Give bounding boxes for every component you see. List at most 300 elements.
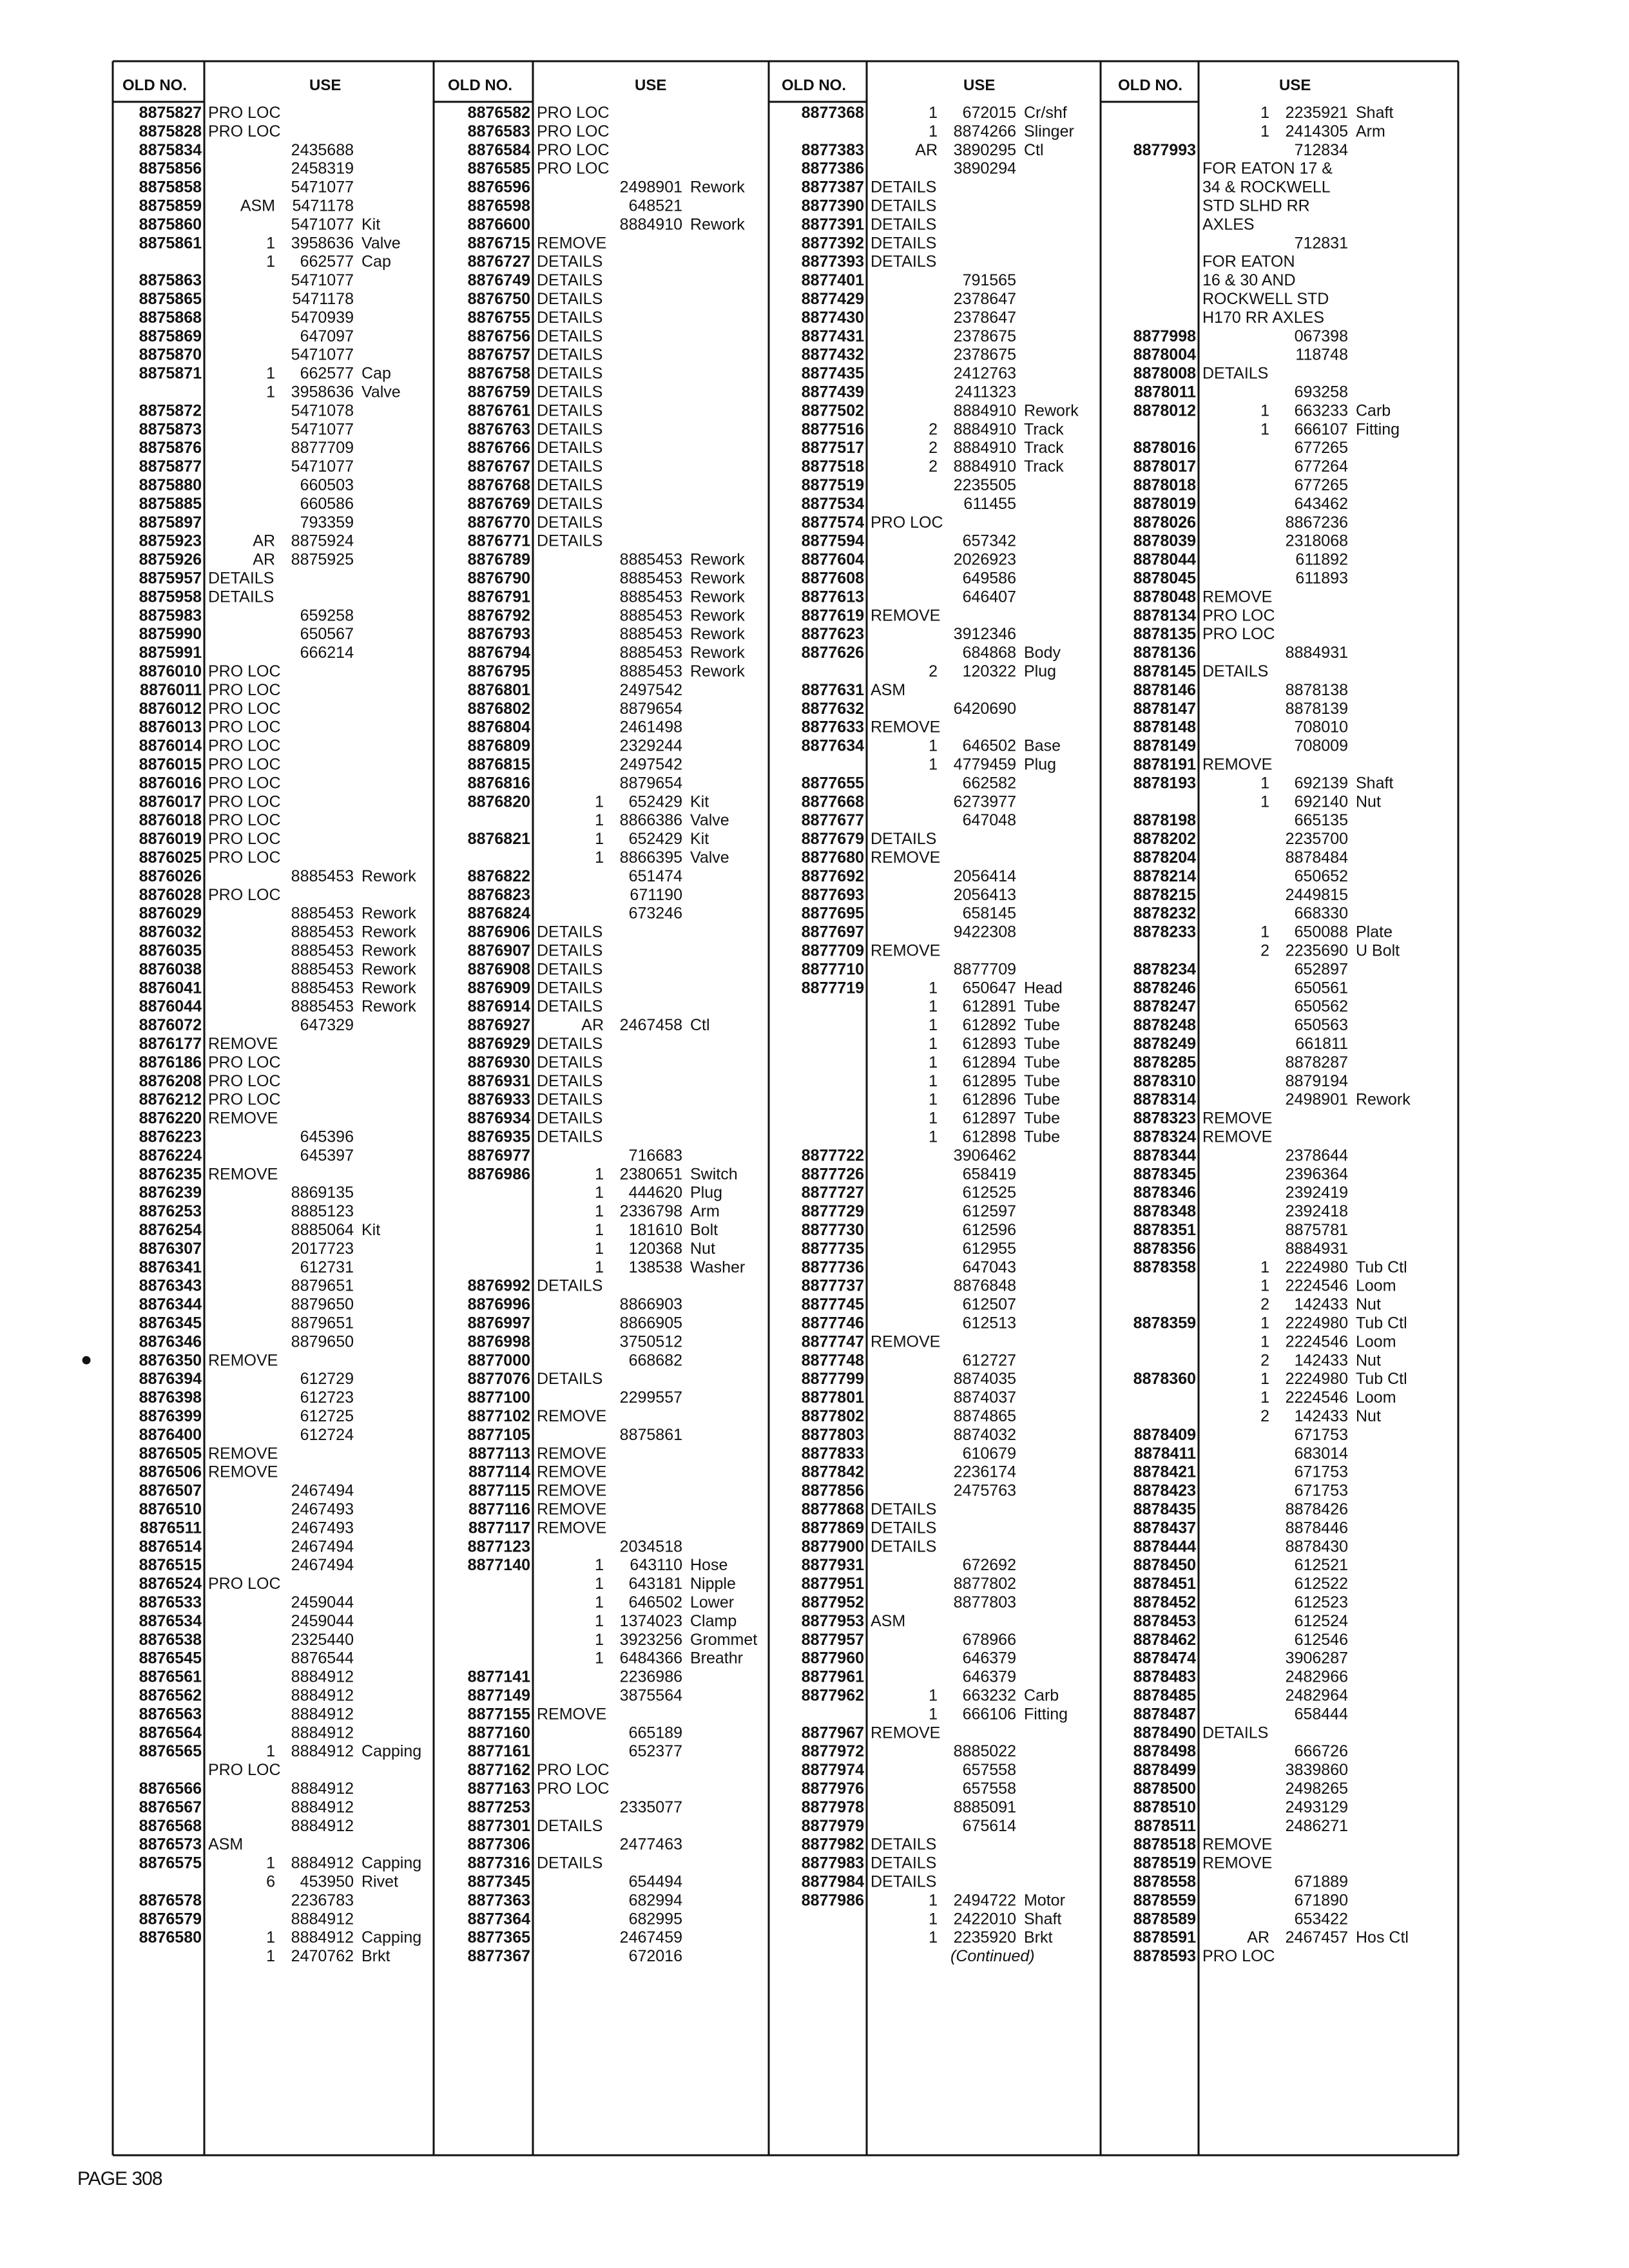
table-row	[1133, 774, 1394, 792]
table-row	[468, 886, 682, 904]
new-part-number: 612513	[962, 1314, 1016, 1332]
table-row	[139, 886, 281, 904]
part-description: Switch	[690, 1165, 738, 1184]
new-part-number: 646407	[962, 588, 1016, 606]
table-row	[802, 1463, 1016, 1481]
old-part-number: 8878314	[1133, 1090, 1196, 1109]
table-row	[1133, 365, 1269, 383]
new-part-number: 659258	[300, 606, 354, 625]
disposition-note: DETAILS	[871, 253, 937, 271]
part-description: Plug	[1024, 662, 1057, 680]
table-row	[1260, 793, 1381, 811]
old-part-number: 8876398	[139, 1389, 202, 1407]
new-part-number: 453950	[300, 1872, 354, 1891]
table-row	[139, 197, 354, 215]
table-row	[802, 439, 1064, 457]
table-row	[802, 886, 1016, 904]
new-part-number: 2056413	[953, 885, 1016, 904]
table-row	[802, 178, 937, 197]
new-part-number: 647043	[962, 1258, 1016, 1276]
old-part-number: 8877301	[467, 1816, 530, 1835]
new-part-number: 2336798	[619, 1202, 682, 1221]
new-part-number: 8884912	[291, 1705, 354, 1724]
new-part-number: 2224546	[1285, 1389, 1348, 1407]
page-number: PAGE 308	[77, 2168, 162, 2189]
old-part-number: 8878348	[1133, 1202, 1196, 1221]
new-part-number: 8876544	[291, 1649, 354, 1667]
table-row	[468, 1537, 682, 1555]
table-row	[468, 1761, 610, 1779]
old-part-number: 8878324	[1133, 1128, 1196, 1146]
old-part-number: 8877345	[467, 1872, 530, 1891]
disposition-note: DETAILS	[537, 979, 603, 997]
new-part-number: 2497542	[619, 755, 682, 774]
table-row	[468, 1091, 603, 1109]
new-part-number: 142433	[1294, 1351, 1348, 1370]
old-part-number: 8877140	[467, 1556, 530, 1575]
new-part-number: 3958636	[291, 383, 354, 401]
new-part-number: 650563	[1294, 1016, 1348, 1035]
table-row	[1133, 1668, 1348, 1686]
old-part-number: 8876239	[139, 1184, 202, 1202]
new-part-number: 2414305	[1285, 122, 1348, 140]
table-row	[802, 1426, 1016, 1444]
table-row	[468, 1053, 603, 1072]
new-part-number: 612894	[962, 1053, 1016, 1072]
old-part-number: 8877518	[801, 457, 864, 476]
table-row	[139, 1891, 354, 1909]
old-part-number: 8878310	[1133, 1072, 1196, 1090]
old-part-number: 8876511	[140, 1519, 202, 1537]
new-part-number: 650561	[1294, 979, 1348, 997]
old-part-number: 8876012	[139, 699, 202, 718]
table-row	[802, 253, 937, 271]
table-row	[929, 122, 1074, 140]
quantity: 2	[1260, 1407, 1269, 1425]
table-row	[468, 606, 746, 624]
old-part-number: 8875877	[139, 457, 202, 476]
old-part-number: 8877668	[801, 793, 864, 811]
table-row	[595, 1593, 734, 1611]
new-part-number: 8884931	[1285, 644, 1348, 662]
table-row	[1133, 737, 1348, 755]
table-row	[1133, 1687, 1348, 1705]
table-row	[139, 960, 417, 978]
disposition-note: REMOVE	[537, 1519, 607, 1537]
new-part-number: 3875564	[619, 1686, 682, 1705]
table-row	[139, 997, 417, 1015]
new-part-number: 5471077	[291, 420, 354, 439]
table-row	[1133, 457, 1348, 476]
table-row	[468, 923, 603, 941]
old-part-number: 8876028	[139, 885, 202, 904]
quantity: 2	[929, 439, 938, 457]
new-part-number: 5471077	[291, 457, 354, 476]
new-part-number: 5471077	[291, 215, 354, 234]
old-part-number: 8876014	[139, 736, 202, 755]
old-part-number: 8878450	[1133, 1556, 1196, 1575]
table-row	[139, 401, 354, 419]
old-part-number: 8876792	[467, 606, 530, 625]
table-row	[139, 1128, 354, 1146]
new-part-number: 662577	[300, 364, 354, 383]
table-row	[1202, 309, 1324, 327]
table-row	[468, 1836, 682, 1854]
new-part-number: 2482964	[1285, 1686, 1348, 1705]
old-part-number: 8876930	[467, 1053, 530, 1072]
old-part-number: 8878044	[1133, 550, 1196, 569]
table-row	[802, 923, 1016, 941]
new-part-number: 142433	[1294, 1407, 1348, 1425]
new-part-number: 658145	[962, 904, 1016, 923]
table-row	[468, 253, 603, 271]
new-part-number: 8885453	[291, 867, 354, 885]
table-row	[1133, 1370, 1407, 1388]
part-description: Rework	[690, 569, 745, 588]
old-part-number: 8878233	[1133, 923, 1196, 941]
old-part-number: 8878018	[1133, 476, 1196, 494]
disposition-note: PRO LOC	[208, 699, 281, 718]
old-part-number: 8878016	[1133, 439, 1196, 457]
table-row	[1260, 1389, 1396, 1407]
old-part-number: 8877957	[801, 1630, 864, 1649]
new-part-number: 671753	[1294, 1463, 1348, 1481]
old-part-number: 8878437	[1133, 1519, 1196, 1537]
disposition-note: DETAILS	[537, 364, 603, 383]
old-part-number: 8876749	[467, 271, 530, 290]
table-row	[468, 942, 603, 960]
table-row	[1134, 1445, 1348, 1463]
table-row	[802, 1202, 1016, 1220]
old-part-number: 8878246	[1133, 979, 1196, 997]
table-row	[139, 1501, 354, 1519]
table-row	[468, 830, 709, 848]
quantity: 1	[595, 1239, 604, 1258]
old-part-number: 8877993	[1133, 140, 1196, 159]
table-row	[139, 588, 275, 606]
table-row	[802, 383, 1016, 401]
table-row	[1202, 178, 1331, 197]
old-part-number: 8876578	[139, 1891, 202, 1910]
old-part-number: 8877626	[801, 644, 864, 662]
table-row	[1133, 1501, 1348, 1519]
table-row	[139, 905, 417, 923]
old-part-number: 8876804	[467, 718, 530, 736]
old-part-number: 8878519	[1133, 1854, 1196, 1872]
old-part-number: 8878490	[1133, 1724, 1196, 1742]
new-part-number: 8879654	[619, 699, 682, 718]
new-part-number: 2467458	[619, 1016, 682, 1035]
table-row	[802, 1146, 1016, 1164]
table-row	[1133, 514, 1348, 532]
table-row	[468, 588, 746, 606]
old-part-number: 8878247	[1133, 997, 1196, 1016]
table-row	[1133, 1202, 1348, 1220]
old-part-number: 8877432	[801, 345, 864, 364]
disposition-note: DETAILS	[871, 234, 937, 253]
part-description: Ctl	[1024, 140, 1044, 159]
table-row	[1133, 1910, 1348, 1928]
old-part-number: 8877695	[801, 904, 864, 923]
new-part-number: 662577	[300, 253, 354, 271]
old-part-number: 8877383	[801, 140, 864, 159]
table-row	[139, 1463, 278, 1481]
old-part-number: 8878323	[1133, 1109, 1196, 1128]
table-row	[139, 1817, 354, 1835]
disposition-note: PRO LOC	[208, 680, 281, 699]
table-row	[802, 1593, 1016, 1611]
quantity: 1	[595, 830, 604, 849]
table-row	[139, 942, 417, 960]
part-description: Rework	[690, 662, 745, 680]
table-row	[468, 1780, 610, 1798]
old-part-number: 8876756	[467, 327, 530, 345]
new-part-number: 3906287	[1285, 1649, 1348, 1667]
new-part-number: 2467494	[291, 1556, 354, 1575]
table-row	[1260, 1351, 1381, 1369]
part-description: Track	[1024, 457, 1064, 476]
part-description: Rework	[690, 588, 745, 606]
old-part-number: 8877613	[801, 588, 864, 606]
new-part-number: 646379	[962, 1649, 1016, 1667]
new-part-number: 657558	[962, 1761, 1016, 1780]
new-part-number: 684868	[962, 644, 1016, 662]
part-description: Brkt	[1024, 1928, 1053, 1947]
disposition-note: DETAILS	[537, 1053, 603, 1072]
new-part-number: 8885453	[619, 644, 682, 662]
part-description: Rework	[361, 941, 416, 960]
quantity: AR	[253, 550, 275, 569]
table-row	[468, 1110, 603, 1128]
old-part-number: 8877517	[801, 439, 864, 457]
old-part-number: 8878435	[1133, 1500, 1196, 1519]
table-row	[139, 662, 281, 680]
old-part-number: 8878234	[1133, 960, 1196, 979]
quantity: 1	[595, 1630, 604, 1649]
old-part-number: 8876220	[139, 1109, 202, 1128]
table-row	[802, 960, 1016, 978]
old-part-number: 8877116	[468, 1500, 530, 1519]
disposition-note: DETAILS	[537, 253, 603, 271]
table-row	[266, 1873, 398, 1891]
new-part-number: 612895	[962, 1072, 1016, 1090]
new-part-number: 712834	[1294, 140, 1348, 159]
disposition-note: DETAILS	[871, 215, 937, 234]
table-row	[139, 644, 354, 662]
old-part-number: 8878149	[1133, 736, 1196, 755]
new-part-number: 672692	[962, 1556, 1016, 1575]
disposition-note: PRO LOC	[537, 1780, 610, 1798]
table-row	[1133, 1798, 1348, 1816]
new-part-number: 2236174	[953, 1463, 1016, 1481]
old-part-number: 8877435	[801, 364, 864, 383]
old-part-number: 8878215	[1133, 885, 1196, 904]
new-part-number: 672016	[628, 1947, 682, 1966]
new-part-number: 3839860	[1285, 1761, 1348, 1780]
table-row	[1133, 1631, 1348, 1649]
table-row	[468, 1389, 682, 1407]
table-row	[1133, 1928, 1409, 1946]
table-row	[802, 1258, 1016, 1276]
old-part-number: 8878591	[1133, 1928, 1196, 1947]
old-part-number: 8875926	[139, 550, 202, 569]
table-row	[139, 1742, 421, 1760]
part-description: Tub Ctl	[1356, 1258, 1407, 1276]
old-part-number: 8877986	[801, 1891, 864, 1910]
old-part-number: 8878593	[1133, 1947, 1196, 1966]
old-part-number: 8877960	[801, 1649, 864, 1667]
table-row	[802, 1537, 937, 1555]
new-part-number: 650088	[1294, 923, 1348, 941]
old-part-number: 8878145	[1133, 662, 1196, 680]
part-description: Rework	[361, 867, 416, 885]
table-row	[1260, 942, 1400, 960]
new-part-number: 643110	[630, 1556, 682, 1575]
quantity: AR	[253, 532, 275, 550]
old-part-number: 8878359	[1133, 1314, 1196, 1332]
old-part-number: 8876584	[467, 140, 530, 159]
new-part-number: 612729	[300, 1370, 354, 1389]
new-part-number: 643462	[1294, 494, 1348, 513]
new-part-number: 612893	[962, 1035, 1016, 1053]
old-part-number: 8876254	[139, 1221, 202, 1239]
old-part-number: 8877900	[801, 1537, 864, 1556]
new-part-number: 666214	[300, 644, 354, 662]
table-row	[1134, 383, 1348, 401]
table-row	[139, 625, 354, 643]
new-part-number: 658444	[1294, 1705, 1348, 1724]
old-part-number: 8876341	[139, 1258, 202, 1276]
disposition-note: DETAILS	[537, 383, 603, 401]
table-row	[1133, 141, 1348, 159]
disposition-note: REMOVE	[208, 1463, 278, 1481]
table-row	[1202, 160, 1333, 178]
old-part-number: 8876794	[467, 644, 530, 662]
table-row	[139, 1277, 354, 1295]
old-part-number: 8877746	[801, 1314, 864, 1332]
quantity: 1	[266, 1947, 275, 1966]
disposition-note: DETAILS	[208, 588, 275, 606]
table-row	[1133, 1593, 1348, 1611]
old-part-number: 8878146	[1133, 680, 1196, 699]
table-row	[802, 1165, 1016, 1183]
old-part-number: 8876791	[467, 588, 530, 606]
old-part-number: 8876977	[467, 1146, 530, 1165]
old-part-number: 8877633	[801, 718, 864, 736]
old-part-number: 8875885	[139, 494, 202, 513]
quantity: AR	[915, 140, 938, 159]
new-part-number: 8874266	[953, 122, 1016, 140]
table-row	[1260, 122, 1385, 140]
old-part-number: 8875983	[139, 606, 202, 625]
table-row	[1133, 1891, 1348, 1909]
table-row	[139, 923, 417, 941]
table-row	[468, 215, 746, 233]
table-row	[139, 1053, 281, 1072]
part-description: Tube	[1024, 1072, 1061, 1090]
disposition-note: PRO LOC	[208, 811, 281, 830]
old-part-number: 8876933	[467, 1090, 530, 1109]
disposition-note: ASM	[208, 1835, 244, 1854]
table-row	[802, 1314, 1016, 1332]
new-part-number: 8884910	[953, 401, 1016, 420]
part-description: Rework	[690, 215, 745, 234]
quantity: 1	[1260, 1258, 1269, 1276]
disposition-note: DETAILS	[537, 401, 603, 420]
old-part-number: 8877692	[801, 867, 864, 885]
old-part-number: 8875828	[139, 122, 202, 140]
old-part-number: 8876907	[467, 941, 530, 960]
table-row	[1133, 1314, 1407, 1332]
new-part-number: 610679	[962, 1444, 1016, 1463]
table-row	[468, 1482, 606, 1500]
quantity: 1	[929, 1686, 938, 1705]
old-part-number: 8876809	[467, 736, 530, 755]
old-part-number: 8876992	[467, 1276, 530, 1295]
part-description: Tube	[1024, 1090, 1061, 1109]
table-row	[139, 1091, 281, 1109]
old-part-number: 8876025	[139, 849, 202, 867]
new-part-number: 643181	[628, 1575, 682, 1593]
new-part-number: 3958636	[291, 234, 354, 253]
part-description: Shaft	[1356, 774, 1394, 793]
disposition-note: DETAILS	[871, 1854, 937, 1872]
old-part-number: 8877574	[801, 513, 864, 532]
part-description: Tube	[1024, 997, 1061, 1016]
old-part-number: 8876575	[139, 1854, 202, 1872]
old-part-number: 8876564	[139, 1724, 202, 1742]
table-row	[1133, 830, 1348, 848]
new-part-number: 8885453	[291, 904, 354, 923]
new-part-number: 665135	[1294, 811, 1348, 830]
new-part-number: 8875925	[291, 550, 354, 569]
old-part-number: 8876997	[467, 1314, 530, 1332]
new-part-number: 8879650	[291, 1332, 354, 1351]
old-part-number: 8878135	[1133, 625, 1196, 644]
new-part-number: 3890295	[953, 140, 1016, 159]
disposition-note: REMOVE	[537, 1500, 607, 1519]
old-part-number: 8876399	[139, 1407, 202, 1425]
old-part-number: 8877634	[801, 736, 864, 755]
disposition-note: DETAILS	[537, 960, 603, 979]
table-row	[802, 1240, 1016, 1258]
disposition-note: DETAILS	[871, 1537, 937, 1556]
disposition-note: DETAILS	[537, 345, 603, 364]
disposition-note: PRO LOC	[208, 662, 281, 680]
old-part-number: 8878474	[1133, 1649, 1196, 1667]
table-row	[468, 1910, 682, 1928]
table-row	[1133, 588, 1273, 606]
old-part-number: 8875871	[139, 364, 202, 383]
old-part-number: 8878518	[1133, 1835, 1196, 1854]
old-part-number: 8877102	[467, 1407, 530, 1425]
new-part-number: 9422308	[953, 923, 1016, 941]
old-part-number: 8875865	[139, 290, 202, 308]
old-part-number: 8877722	[801, 1146, 864, 1165]
table-row	[468, 997, 603, 1015]
table-row	[139, 1668, 354, 1686]
old-part-number: 8878559	[1133, 1891, 1196, 1910]
table-row	[468, 737, 682, 755]
table-row	[1202, 290, 1329, 308]
new-part-number: 2461498	[619, 718, 682, 736]
table-row	[139, 1556, 354, 1574]
table-row	[1133, 1575, 1348, 1593]
old-part-number: 8876755	[467, 308, 530, 327]
new-part-number: 120368	[628, 1239, 682, 1258]
new-part-number: 8874865	[953, 1407, 1016, 1425]
quantity: 1	[595, 1593, 604, 1611]
